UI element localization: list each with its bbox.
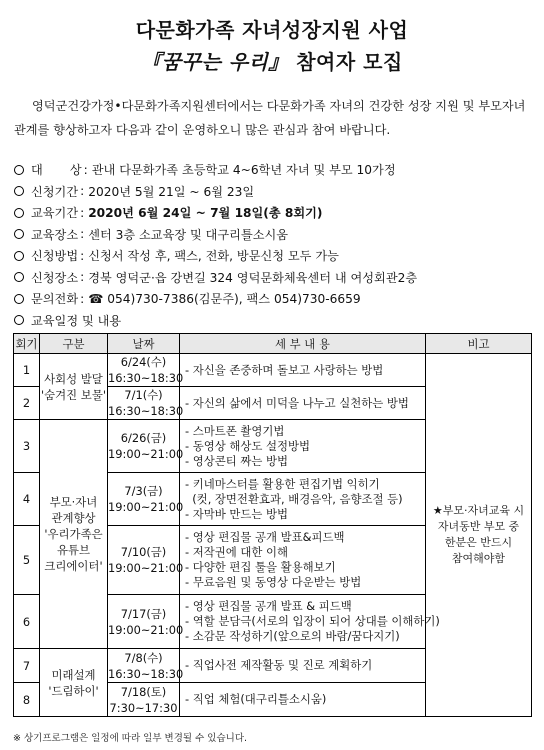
circle-bullet-icon bbox=[14, 229, 24, 239]
info-item: 신청방법 : 신청서 작성 후, 팩스, 전화, 방문신청 모두 가능 bbox=[14, 245, 534, 267]
info-label: 신청기간 bbox=[31, 184, 79, 199]
info-value: 센터 3층 소교육장 및 대구리틀소시움 bbox=[88, 227, 289, 242]
info-item: 신청기간 : 2020년 5월 21일 ~ 6월 23일 bbox=[14, 181, 534, 203]
header-cell: 구분 bbox=[40, 334, 108, 354]
date-cell: 6/24(수) 16:30~18:30 bbox=[108, 355, 184, 385]
content-cell: - 키네마스터를 활용한 편집기법 익히기 (컷, 장면전환효과, 배경음악, 음향조절 등) - 자막바 만드는 방법 bbox=[180, 473, 426, 526]
info-label: 교육장소 bbox=[31, 227, 79, 242]
session-no: 8 bbox=[14, 683, 40, 717]
info-item: 문의전화 : ☎ 054)730-7386(김문주), 팩스 054)730-6659 bbox=[14, 288, 534, 310]
session-no: 4 bbox=[14, 473, 40, 526]
category-cell: 부모·자녀 관계향상 '우리가족은 유튜브 크리에이터' bbox=[40, 420, 108, 649]
date-cell: 7/3(금) 19:00~21:00 bbox=[108, 473, 180, 526]
title-line-2-rest: 참여자 모집 bbox=[288, 50, 403, 74]
date-cell: 7/18(토) 7:30~17:30 bbox=[108, 683, 180, 717]
date-cell: 7/8(수) 16:30~18:30 bbox=[108, 650, 184, 681]
category-cell: 사회성 발달 '숨겨진 보물' bbox=[40, 354, 108, 420]
date-cell: 7/1(수) 16:30~18:30 bbox=[108, 388, 184, 418]
info-value: 경북 영덕군·읍 강변길 324 영덕문화체육센터 내 여성회관2층 bbox=[88, 270, 418, 285]
info-label: 대 상 bbox=[31, 163, 82, 178]
info-item bbox=[14, 310, 534, 332]
info-value: 2020년 6월 24일 ~ 7월 18일(총 8회기) bbox=[88, 206, 323, 221]
date-cell: 6/26(금) 19:00~21:00 bbox=[108, 420, 180, 473]
content-cell: - 직업사전 제작활동 및 진로 계획하기 bbox=[180, 649, 426, 683]
date-cell: 7/17(금) 19:00~21:00 bbox=[108, 595, 180, 649]
session-no: 5 bbox=[14, 526, 40, 595]
info-value: ☎ 054)730-7386(김문주), 팩스 054)730-6659 bbox=[88, 292, 361, 307]
circle-bullet-icon bbox=[14, 251, 24, 261]
date-cell: 7/10(금) 19:00~21:00 bbox=[108, 526, 180, 595]
content-cell: - 자신의 삶에서 미덕을 나누고 실천하는 방법 bbox=[180, 387, 426, 420]
schedule-table bbox=[13, 333, 532, 717]
header-cell: 날짜 bbox=[108, 334, 180, 354]
table-header-row bbox=[14, 334, 532, 354]
session-no: 2 bbox=[14, 387, 40, 420]
info-value: 신청서 작성 후, 팩스, 전화, 방문신청 모두 가능 bbox=[88, 249, 339, 264]
session-no: 6 bbox=[14, 595, 40, 649]
info-label: 교육일정 및 내용 bbox=[31, 313, 122, 328]
circle-bullet-icon bbox=[14, 186, 24, 196]
info-label: 문의전화 bbox=[31, 292, 79, 307]
intro-paragraph: 영덕군건강가정•다문화가족지원센터에서는 다문화가족 자녀의 건강한 성장 지원 및 부모자녀관계를 향상하고자 다음과 같이 운영하오니 많은 관심과 참여 바랍니다. bbox=[14, 99, 526, 137]
info-label: 교육기간 bbox=[31, 206, 79, 221]
title-line-2 bbox=[0, 46, 544, 75]
info-item: 대 상 : 관내 다문화가족 초등학교 4~6학년 자녀 및 부모 10가정 bbox=[14, 159, 534, 181]
content-cell: - 자신을 존중하며 돌보고 사랑하는 방법 bbox=[180, 354, 426, 387]
session-no: 7 bbox=[14, 649, 40, 683]
program-name: 『꿈꾸는 우리』 bbox=[141, 50, 289, 74]
content-cell: - 직업 체험(대구리틀소시움) bbox=[180, 683, 426, 717]
circle-bullet-icon bbox=[14, 165, 24, 175]
info-label: 신청장소 bbox=[31, 270, 79, 285]
table-row bbox=[14, 354, 532, 387]
footer-note: ※ 상기프로그램은 일정에 따라 일부 변경될 수 있습니다. bbox=[13, 733, 248, 744]
info-list bbox=[14, 159, 534, 331]
info-item: 교육기간 : 2020년 6월 24일 ~ 7월 18일(총 8회기) bbox=[14, 202, 534, 224]
info-item: 교육장소 : 센터 3층 소교육장 및 대구리틀소시움 bbox=[14, 224, 534, 246]
session-no: 3 bbox=[14, 420, 40, 473]
circle-bullet-icon bbox=[14, 294, 24, 304]
info-value: 관내 다문화가족 초등학교 4~6학년 자녀 및 부모 10가정 bbox=[91, 163, 396, 178]
session-no: 1 bbox=[14, 354, 40, 387]
category-cell: 미래설계 '드림하이' bbox=[40, 649, 108, 717]
header-cell: 회기 bbox=[14, 334, 40, 354]
header-cell: 비고 bbox=[426, 334, 532, 354]
content-cell: - 스마트폰 촬영기법 - 동영상 해상도 설정방법 - 영상콘티 짜는 방법 bbox=[180, 420, 426, 473]
content-cell: - 영상 편집물 공개 발표 & 피드백 - 역할 분담극(서로의 입장이 되어 상대를 이해하기) - 소감문 작성하기(앞으로의 바람/꿈다지기) bbox=[180, 595, 426, 649]
circle-bullet-icon bbox=[14, 315, 24, 325]
title-line-1: 다문화가족 자녀성장지원 사업 bbox=[135, 18, 409, 42]
circle-bullet-icon bbox=[14, 208, 24, 218]
content-cell: - 영상 편집물 공개 발표&피드백 - 저작권에 대한 이해 - 다양한 편집 툴을 활용해보기 - 무료음원 및 동영상 다운받는 방법 bbox=[180, 526, 426, 595]
info-item: 신청장소 : 경북 영덕군·읍 강변길 324 영덕문화체육센터 내 여성회관2층 bbox=[14, 267, 534, 289]
note-cell: ★부모·자녀교육 시 자녀동반 부모 중 한분은 반드시 참여해야함 bbox=[426, 354, 532, 717]
info-label: 신청방법 bbox=[31, 249, 79, 264]
circle-bullet-icon bbox=[14, 272, 24, 282]
info-value: 2020년 5월 21일 ~ 6월 23일 bbox=[88, 184, 255, 199]
header-cell: 세 부 내 용 bbox=[180, 334, 426, 354]
